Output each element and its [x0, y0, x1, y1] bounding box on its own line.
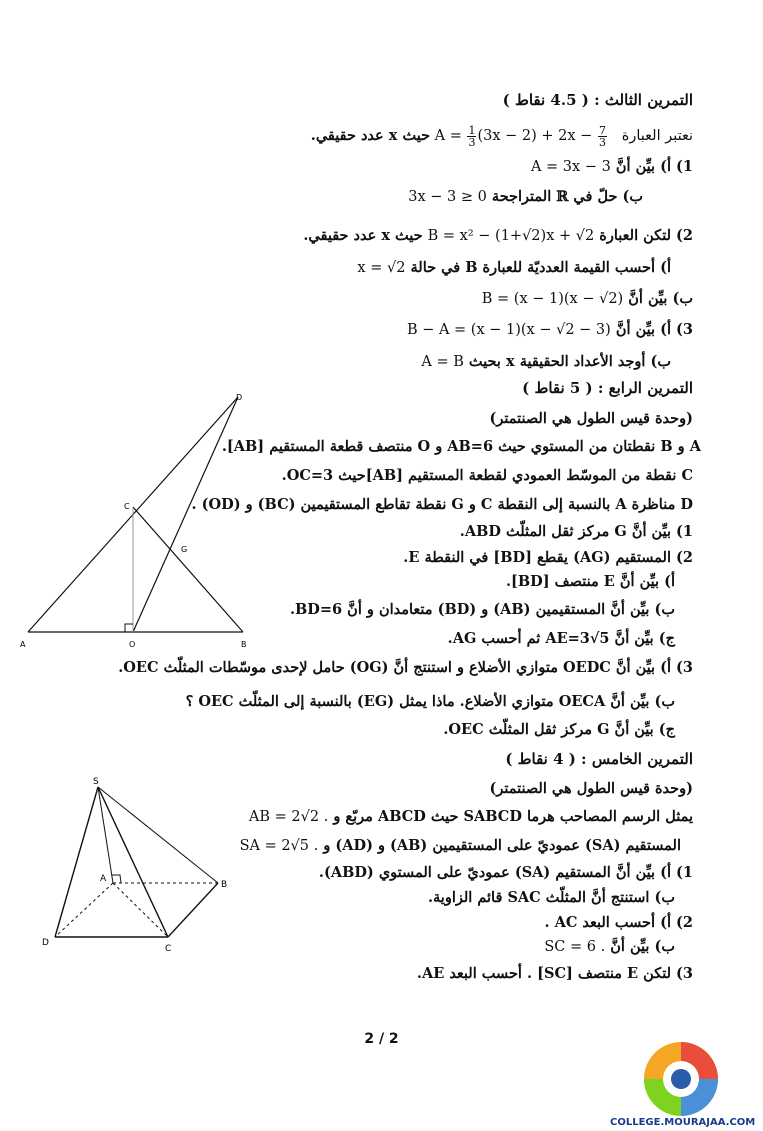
ex5-figure [30, 775, 240, 965]
fig4-label-A: A [20, 640, 26, 649]
edge-SD [55, 787, 98, 937]
fig4-label-D: D [236, 393, 243, 402]
ex4-line2: C نقطة من الموسّط العمودي لقطعة المستقيم [AB]حيث OC=3. [281, 467, 693, 484]
ex3-q1b: ب) حلّ في ℝ المتراجحة 3x − 3 ≥ 0 [408, 188, 643, 205]
edge-SA [98, 787, 113, 883]
edge-AD [55, 883, 113, 937]
edge-CB [168, 883, 218, 937]
ex5-line1: يمثل الرسم المصاحب هرما SABCD حيث ABCD مربّع و AB = 2√2 . [248, 808, 693, 825]
ex3-title: التمرين الثالث : ( 4.5 نقاط ) [502, 91, 693, 109]
ex4-q2c: ج) بيِّن أنَّ AE=3√5 ثم أحسب AG. [447, 630, 675, 647]
fig4-label-G: G [181, 545, 188, 554]
segment-OD [133, 397, 238, 632]
fig5-label-D: D [42, 938, 49, 948]
edge-SB [98, 787, 218, 883]
ex4-q3a: 3) أ) بيِّن أنَّ OEDC متوازي الأضلاع و استنتج أنَّ (OG) حامل لإحدى موسّطات المثلّث OEC. [118, 659, 693, 676]
page-number: 2 / 2 [364, 1031, 399, 1047]
ex4-q2: 2) المستقيم (AG) يقطع [BD] في النقطة E. [403, 549, 693, 566]
ex4-line3: D مناظرة A بالنسبة إلى النقطة C و G نقطة تقاطع المستقيمين (BC) و (OD) . [191, 496, 693, 513]
ex3-line1-text: نعتبر العبارة [621, 128, 693, 144]
diagonal-AC [113, 883, 168, 937]
ex4-q2b: ب) بيِّن أنَّ المستقيمين (AB) و (BD) متعامدان و أنَّ BD=6. [289, 601, 675, 618]
edge-SC [98, 787, 168, 937]
ex3-line1 [311, 123, 693, 149]
segment-CB [133, 507, 243, 632]
site-logo [640, 1038, 722, 1120]
ex5-title: التمرين الخامس : ( 4 نقاط ) [505, 750, 693, 768]
ex4-title: التمرين الرابع : ( 5 نقاط ) [522, 379, 693, 397]
ex5-q2a: 2) أ) أحسب البعد AC . [544, 914, 693, 931]
ex5-line2: المستقيم (SA) عموديّ على المستقيمين (AB) و (AD) و SA = 2√5 . [239, 837, 681, 854]
ex5-unit: (وحدة قيس الطول هي الصنتمتر) [489, 780, 693, 797]
ex5-q2b: ب) بيِّن أنَّ SC = 6 . [544, 938, 675, 955]
ex4-line1: A و B نقطتان من المستوي حيث AB=6 و O منتصف قطعة المستقيم [AB]. [221, 438, 701, 455]
fig5-label-C: C [165, 944, 172, 954]
ex4-q1: 1) بيِّن أنَّ G مركز ثقل المثلّث ABD. [459, 523, 693, 540]
fig5-label-S: S [93, 777, 99, 787]
ex4-q2a: أ) بيِّن أنَّ E منتصف [BD]. [505, 573, 675, 590]
ex4-q3c: ج) بيِّن أنَّ G مركز ثقل المثلّث OEC. [443, 721, 675, 738]
fig5-label-A: A [100, 874, 107, 884]
right-angle-mark-O [125, 624, 133, 632]
fig4-label-C: C [124, 502, 130, 511]
ex5-q1a: 1) أ) بيِّن أنَّ المستقيم (SA) عموديّ على المستوي (ABD). [318, 864, 693, 881]
ex3-q2b: ب) بيِّن أنَّ B = (x − 1)(x − √2) [481, 290, 693, 307]
ex4-q3b: ب) بيِّن أنَّ OECA متوازي الأضلاع. ماذا يمثل (EG) بالنسبة إلى المثلّث OEC ؟ [185, 693, 675, 710]
fig4-label-B: B [241, 640, 247, 649]
ex3-q2a: أ) أحسب القيمة العدديّة للعبارة B في حالة x = √2 [357, 259, 671, 276]
ex3-q3b: ب) أوجد الأعداد الحقيقية x بحيث A = B [421, 353, 671, 370]
ex3-q1a: 1) أ) بيِّن أنَّ A = 3x − 3 [530, 158, 693, 175]
fig4-label-O: O [129, 640, 136, 649]
site-url: COLLEGE.MOURAJAA.COM [610, 1117, 756, 1128]
ex5-q3: 3) لتكن E منتصف [SC] . أحسب البعد AE. [416, 965, 693, 982]
fig5-label-B: B [221, 880, 228, 890]
ex4-figure [0, 385, 300, 650]
ex3-line1-tail: حيث x عدد حقيقي. [310, 127, 431, 144]
right-angle-mark-A [112, 875, 121, 883]
ex3-q3a: 3) أ) بيِّن أنَّ B − A = (x − 1)(x − √2 − 3) [406, 321, 693, 338]
ex3-q2: 2) لتكن العبارة B = x² − (1+√2)x + √2 حيث x عدد حقيقي. [303, 227, 693, 244]
ex5-q1b: ب) استنتج أنَّ المثلّث SAC قائم الزاوية. [427, 889, 675, 906]
ex3-expression-A: A = $\frac{1}{3}$ (3x − 2) + 2x − $\frac{7}{3}$ [434, 123, 606, 149]
ex4-unit: (وحدة قيس الطول هي الصنتمتر) [489, 410, 693, 427]
